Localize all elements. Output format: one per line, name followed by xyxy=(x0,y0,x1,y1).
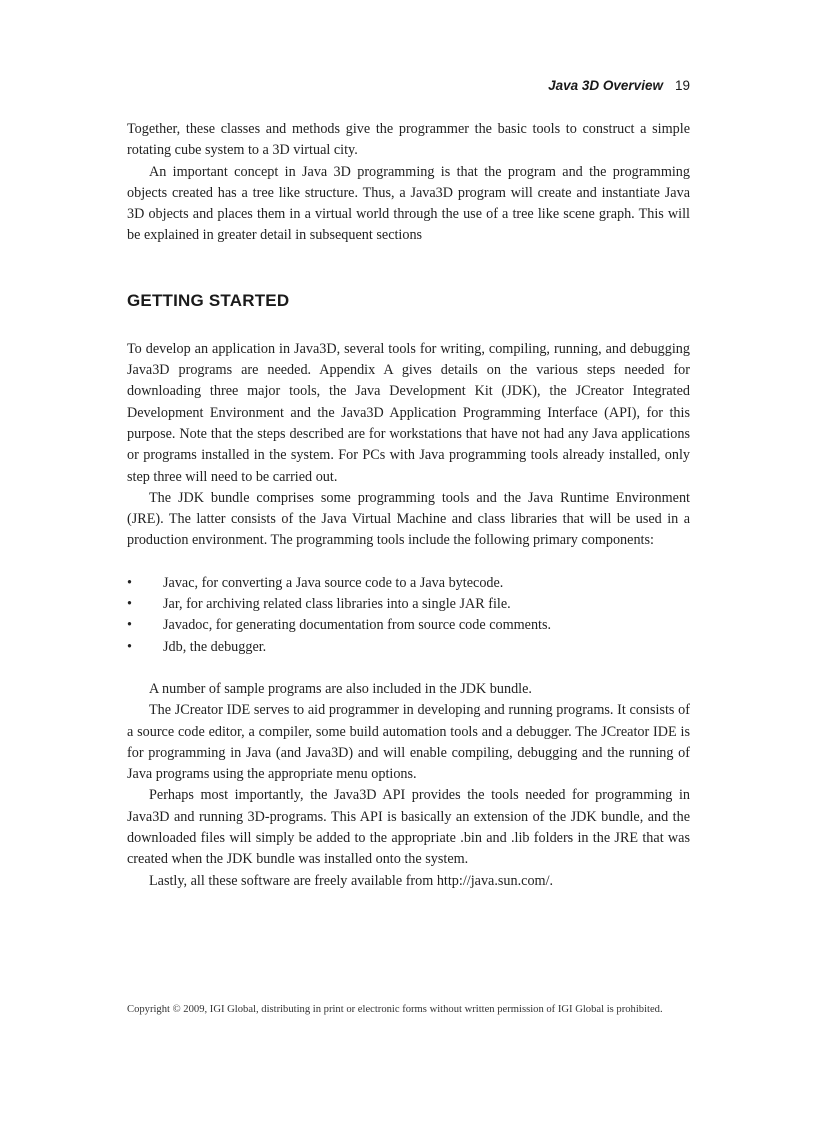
list-item-text: Javadoc, for generating documentation from source code comments. xyxy=(163,617,552,634)
tools-list xyxy=(127,573,690,658)
bullet-icon: • xyxy=(127,596,132,613)
list-item xyxy=(127,573,690,594)
page-body xyxy=(127,119,690,892)
paragraph-jdk-bundle: The JDK bundle comprises some programming tools and the Java Runtime Environment (JRE). The latter consists of the Java Virtual Machine and class libraries that will be used in a production environment. The programming tools include the following primary components: xyxy=(127,489,690,549)
bullet-icon: • xyxy=(127,617,132,634)
paragraph-tools-overview: To develop an application in Java3D, several tools for writing, compiling, running, and debugging Java3D programs are needed. Appendix A gives details on the various steps needed for downloading three major tools, the Java Development Kit (JDK), the JCreator Integrated Development Environment and the Java3D Application Programming Interface (API), for this purpose. Note that the steps described are for workstations that have not had any Java applications or programs installed in the system. For PCs with Java programming tools already installed, only step three will need to be carried out. xyxy=(127,340,690,485)
bullet-icon: • xyxy=(127,574,132,591)
bullet-icon: • xyxy=(127,638,132,655)
section-heading: GETTING STARTED xyxy=(127,290,290,310)
paragraph-availability: Lastly, all these software are freely available from http://java.sun.com/. xyxy=(149,872,554,889)
list-item xyxy=(127,637,690,658)
copyright-notice: Copyright © 2009, IGI Global, distributing in print or electronic forms without written permission of IGI Global is prohibited. xyxy=(127,1004,663,1015)
running-head xyxy=(548,78,690,93)
paragraph-java3d-api: Perhaps most importantly, the Java3D API provides the tools needed for programming in Java3D and running 3D-programs. This API is basically an extension of the JDK bundle, and the downloaded files will simply be added to the appropriate .bin and .lib folders in the JRE that was created when the JDK bundle was installed onto the system. xyxy=(127,787,690,868)
list-item-text: Javac, for converting a Java source code to a Java bytecode. xyxy=(163,574,504,591)
running-head-title: Java 3D Overview xyxy=(548,78,663,93)
page-number: 19 xyxy=(674,78,690,93)
list-item-text: Jdb, the debugger. xyxy=(163,638,267,655)
list-item-text: Jar, for archiving related class libraries into a single JAR file. xyxy=(163,596,511,613)
paragraph-intro-2: An important concept in Java 3D programming is that the program and the programming objects created has a tree like structure. Thus, a Java3D program will create and instantiate Java 3D objects and places them in a virtual world through the use of a tree like scene graph. This will be explained in greater detail in subsequent sections xyxy=(127,163,690,244)
paragraph-intro-1: Together, these classes and methods give the programmer the basic tools to construct a simple rotating cube system to a 3D virtual city. xyxy=(127,121,690,159)
list-item xyxy=(127,615,690,636)
paragraph-jcreator: The JCreator IDE serves to aid programmer in developing and running programs. It consists of a source code editor, a compiler, some build automation tools and a debugger. The JCreator IDE is for programming in Java (and Java3D) and will enable compiling, debugging and the running of Java programs using the appropriate menu options. xyxy=(127,702,690,783)
paragraph-sample-programs: A number of sample programs are also included in the JDK bundle. xyxy=(149,680,532,697)
list-item xyxy=(127,594,690,615)
